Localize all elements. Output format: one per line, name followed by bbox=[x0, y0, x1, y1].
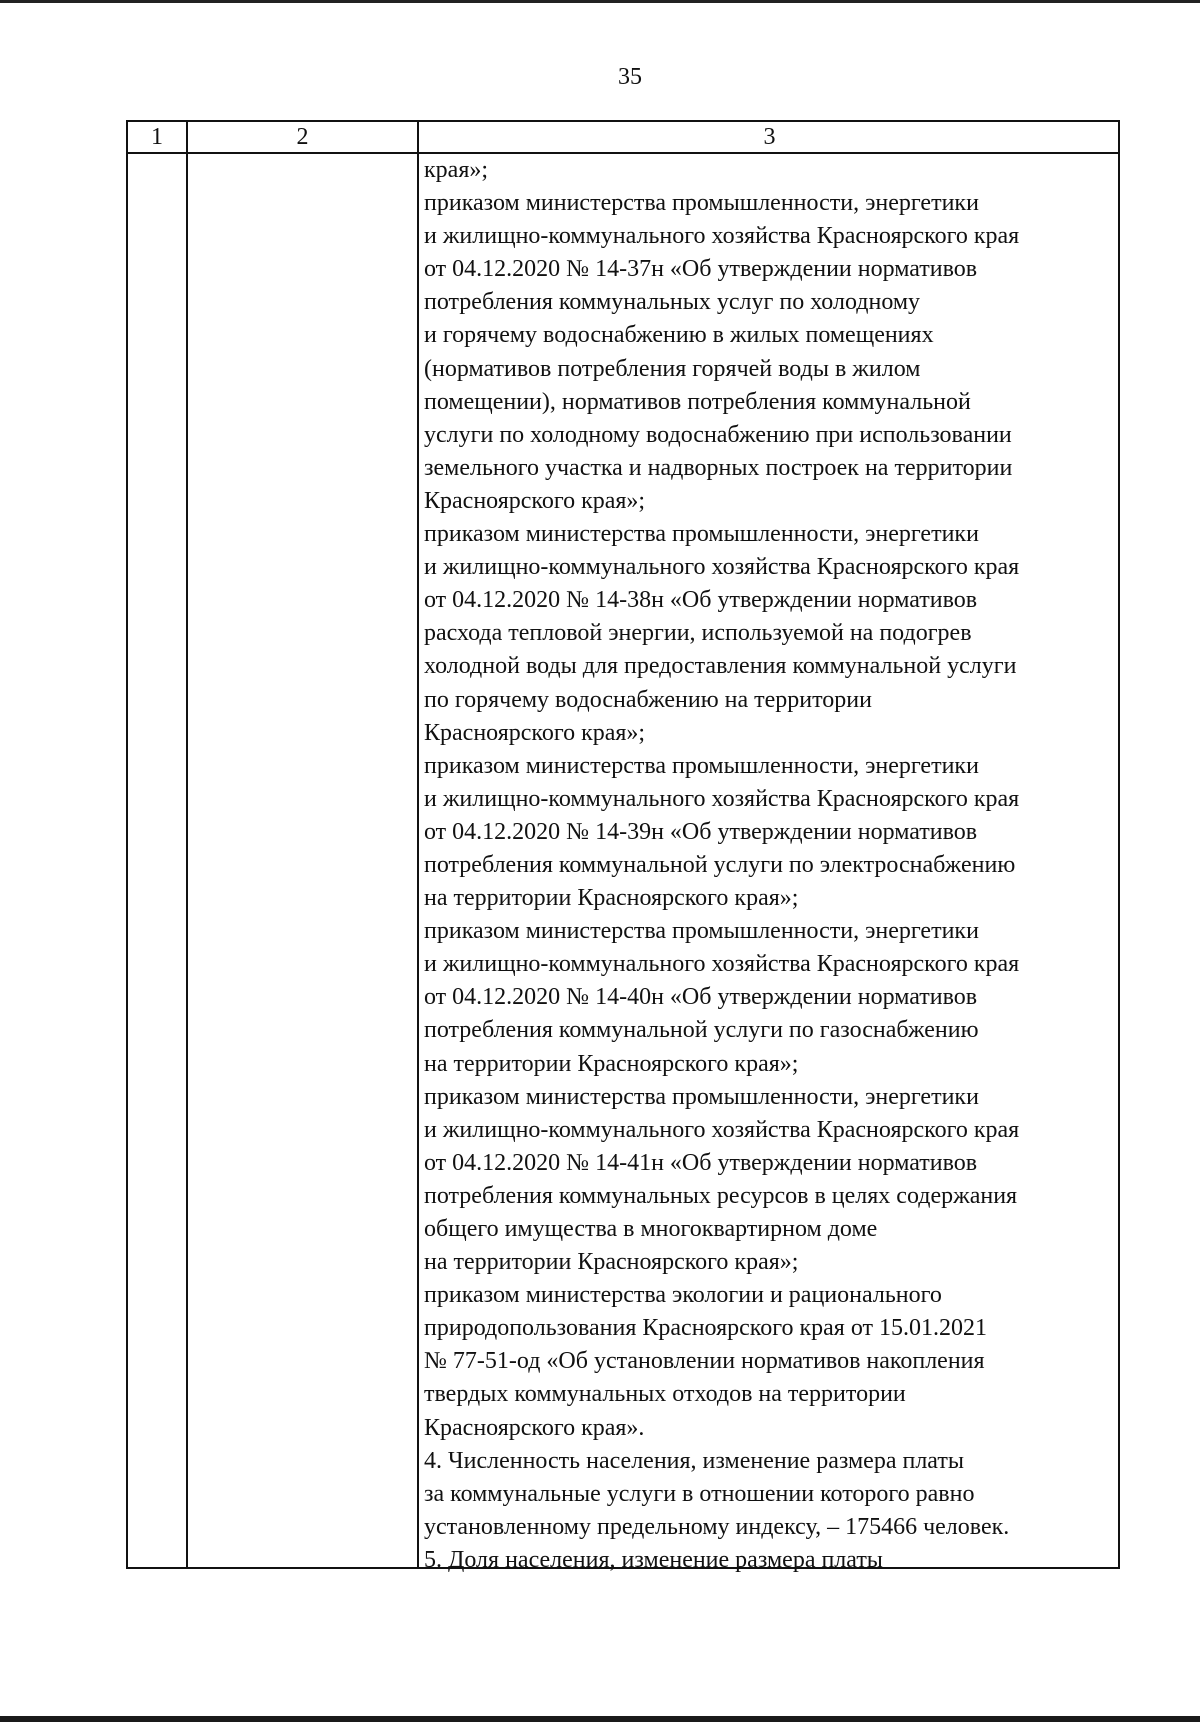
text-line: за коммунальные услуги в отношении которого равно bbox=[424, 1480, 975, 1507]
text-line: от 04.12.2020 № 14-40н «Об утверждении нормативов bbox=[424, 984, 978, 1011]
text-line: и жилищно-коммунального хозяйства Красноярского края bbox=[424, 785, 1020, 812]
text-line: на территории Красноярского края»; bbox=[424, 885, 799, 912]
text-line: установленному предельному индексу, – 175466 человек. bbox=[424, 1513, 1010, 1540]
scan-edge-bottom bbox=[0, 1716, 1200, 1722]
text-line: расхода тепловой энергии, используемой на подогрев bbox=[424, 620, 972, 647]
column-divider-1 bbox=[186, 122, 188, 1567]
column-3-text bbox=[424, 154, 1118, 1577]
text-line: от 04.12.2020 № 14-37н «Об утверждении нормативов bbox=[424, 256, 978, 283]
text-line: и жилищно-коммунального хозяйства Красноярского края bbox=[424, 1116, 1020, 1143]
text-line: приказом министерства промышленности, энергетики bbox=[424, 521, 979, 548]
text-line: приказом министерства экологии и рационального bbox=[424, 1282, 942, 1309]
text-line: холодной воды для предоставления коммунальной услуги bbox=[424, 653, 1017, 680]
text-line: на территории Красноярского края»; bbox=[424, 1050, 799, 1077]
text-line: услуги по холодному водоснабжению при использовании bbox=[424, 421, 1012, 448]
column-divider-2 bbox=[417, 122, 419, 1567]
text-line: Красноярского края»; bbox=[424, 719, 646, 746]
text-line: Красноярского края». bbox=[424, 1414, 645, 1441]
text-line: на территории Красноярского края»; bbox=[424, 1249, 799, 1276]
text-line: приказом министерства промышленности, энергетики bbox=[424, 190, 979, 217]
text-line: (нормативов потребления горячей воды в жилом bbox=[424, 355, 921, 382]
page-number: 35 bbox=[618, 64, 642, 90]
header-cell-3: 3 bbox=[763, 124, 776, 150]
text-line: Красноярского края»; bbox=[424, 487, 646, 514]
text-line: 5. Доля населения, изменение размера платы bbox=[424, 1546, 883, 1573]
text-line: края»; bbox=[424, 157, 489, 183]
text-line: природопользования Красноярского края от 15.01.2021 bbox=[424, 1315, 987, 1342]
text-line: от 04.12.2020 № 14-38н «Об утверждении нормативов bbox=[424, 587, 978, 614]
text-line: потребления коммунальных ресурсов в целях содержания bbox=[424, 1182, 1018, 1209]
text-line: от 04.12.2020 № 14-39н «Об утверждении нормативов bbox=[424, 818, 978, 845]
document-table bbox=[126, 120, 1120, 1573]
text-line: общего имущества в многоквартирном доме bbox=[424, 1216, 878, 1242]
text-line: 4. Численность населения, изменение размера платы bbox=[424, 1447, 964, 1474]
text-line: потребления коммунальных услуг по холодному bbox=[424, 289, 921, 316]
text-line: по горячему водоснабжению на территории bbox=[424, 686, 872, 713]
text-line: помещении), нормативов потребления коммунальной bbox=[424, 388, 971, 415]
text-line: приказом министерства промышленности, энергетики bbox=[424, 752, 979, 779]
text-line: земельного участка и надворных построек на территории bbox=[424, 454, 1013, 481]
text-line: и жилищно-коммунального хозяйства Красноярского края bbox=[424, 951, 1020, 978]
text-line: твердых коммунальных отходов на территории bbox=[424, 1381, 906, 1408]
text-line: и жилищно-коммунального хозяйства Красноярского края bbox=[424, 554, 1020, 581]
text-line: приказом министерства промышленности, энергетики bbox=[424, 1083, 979, 1110]
text-line: и жилищно-коммунального хозяйства Красноярского края bbox=[424, 223, 1020, 250]
text-line: потребления коммунальной услуги по газоснабжению bbox=[424, 1017, 979, 1044]
text-line: от 04.12.2020 № 14-41н «Об утверждении нормативов bbox=[424, 1149, 978, 1176]
text-line: и горячему водоснабжению в жилых помещениях bbox=[424, 322, 934, 349]
text-line: потребления коммунальной услуги по электроснабжению bbox=[424, 851, 1016, 878]
header-cell-1: 1 bbox=[151, 124, 163, 150]
text-line: № 77-51-од «Об установлении нормативов накопления bbox=[424, 1348, 985, 1375]
header-cell-2: 2 bbox=[296, 124, 309, 150]
text-line: приказом министерства промышленности, энергетики bbox=[424, 918, 979, 945]
scan-edge-top bbox=[0, 0, 1200, 3]
